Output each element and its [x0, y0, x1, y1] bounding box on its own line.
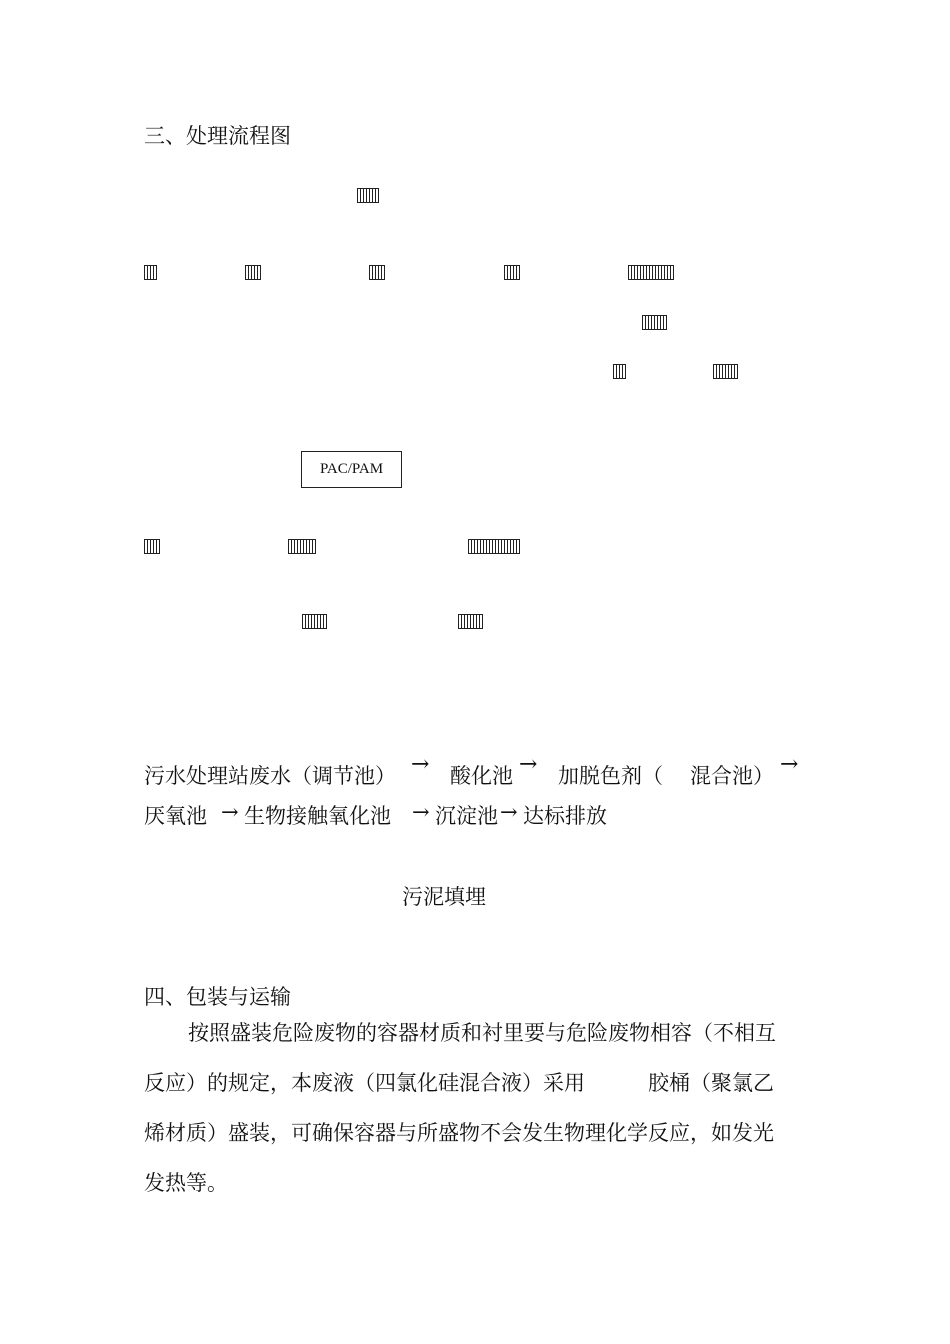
flow-arrow: → [221, 800, 239, 824]
flow-step-anaerobic: 厌氧池 [144, 804, 207, 828]
flow-arrow: → [519, 752, 538, 777]
diagram-node-top [357, 188, 378, 203]
flow-arrow: → [780, 752, 799, 777]
paragraph-line: 烯材质）盛装，可确保容器与所盛物不会发生物理化学反应，如发光 [144, 1121, 774, 1145]
diagram-node-row1-e [628, 265, 673, 280]
diagram-node-row3-b [713, 364, 737, 379]
section-4-paragraph [144, 1008, 808, 1208]
diagram-node-row3-a [613, 364, 625, 379]
flow-arrow: → [500, 800, 518, 824]
diagram-node-row1-d [504, 265, 519, 280]
pac-pam-box: PAC/PAM [301, 451, 402, 488]
sludge-landfill-label: 污泥填埋 [402, 885, 486, 909]
flow-step-contact-oxidation: 生物接触氧化池 [244, 804, 391, 828]
flow-arrow: → [411, 752, 430, 777]
diagram-node-row4-a [144, 539, 159, 554]
paragraph-line: 反应）的规定，本废液（四氯化硅混合液）采用 胶桶（聚氯乙 [144, 1071, 774, 1095]
flow-step-discharge: 达标排放 [523, 804, 607, 828]
section-4-heading: 四、包装与运输 [144, 985, 291, 1009]
diagram-node-row4-c [468, 539, 519, 554]
section-3-heading: 三、处理流程图 [144, 124, 291, 148]
diagram-node-row1-a [144, 265, 156, 280]
flow-step-mixing: 混合池） [690, 764, 774, 788]
flow-step-acidification: 酸化池 [450, 764, 513, 788]
diagram-node-row5-a [302, 614, 326, 629]
diagram-node-row5-b [458, 614, 482, 629]
diagram-node-row2 [642, 315, 666, 330]
diagram-node-row1-b [245, 265, 260, 280]
diagram-node-row4-b [288, 539, 315, 554]
flow-arrow: → [412, 800, 430, 824]
paragraph-line: 按照盛装危险废物的容器材质和衬里要与危险废物相容（不相互 [188, 1021, 776, 1045]
paragraph-line: 发热等。 [144, 1171, 228, 1195]
flow-step-decolorant: 加脱色剂（ [558, 764, 663, 788]
flow-step-wastewater: 污水处理站废水（调节池） [144, 764, 396, 788]
diagram-node-row1-c [369, 265, 384, 280]
flow-step-sedimentation: 沉淀池 [435, 804, 498, 828]
